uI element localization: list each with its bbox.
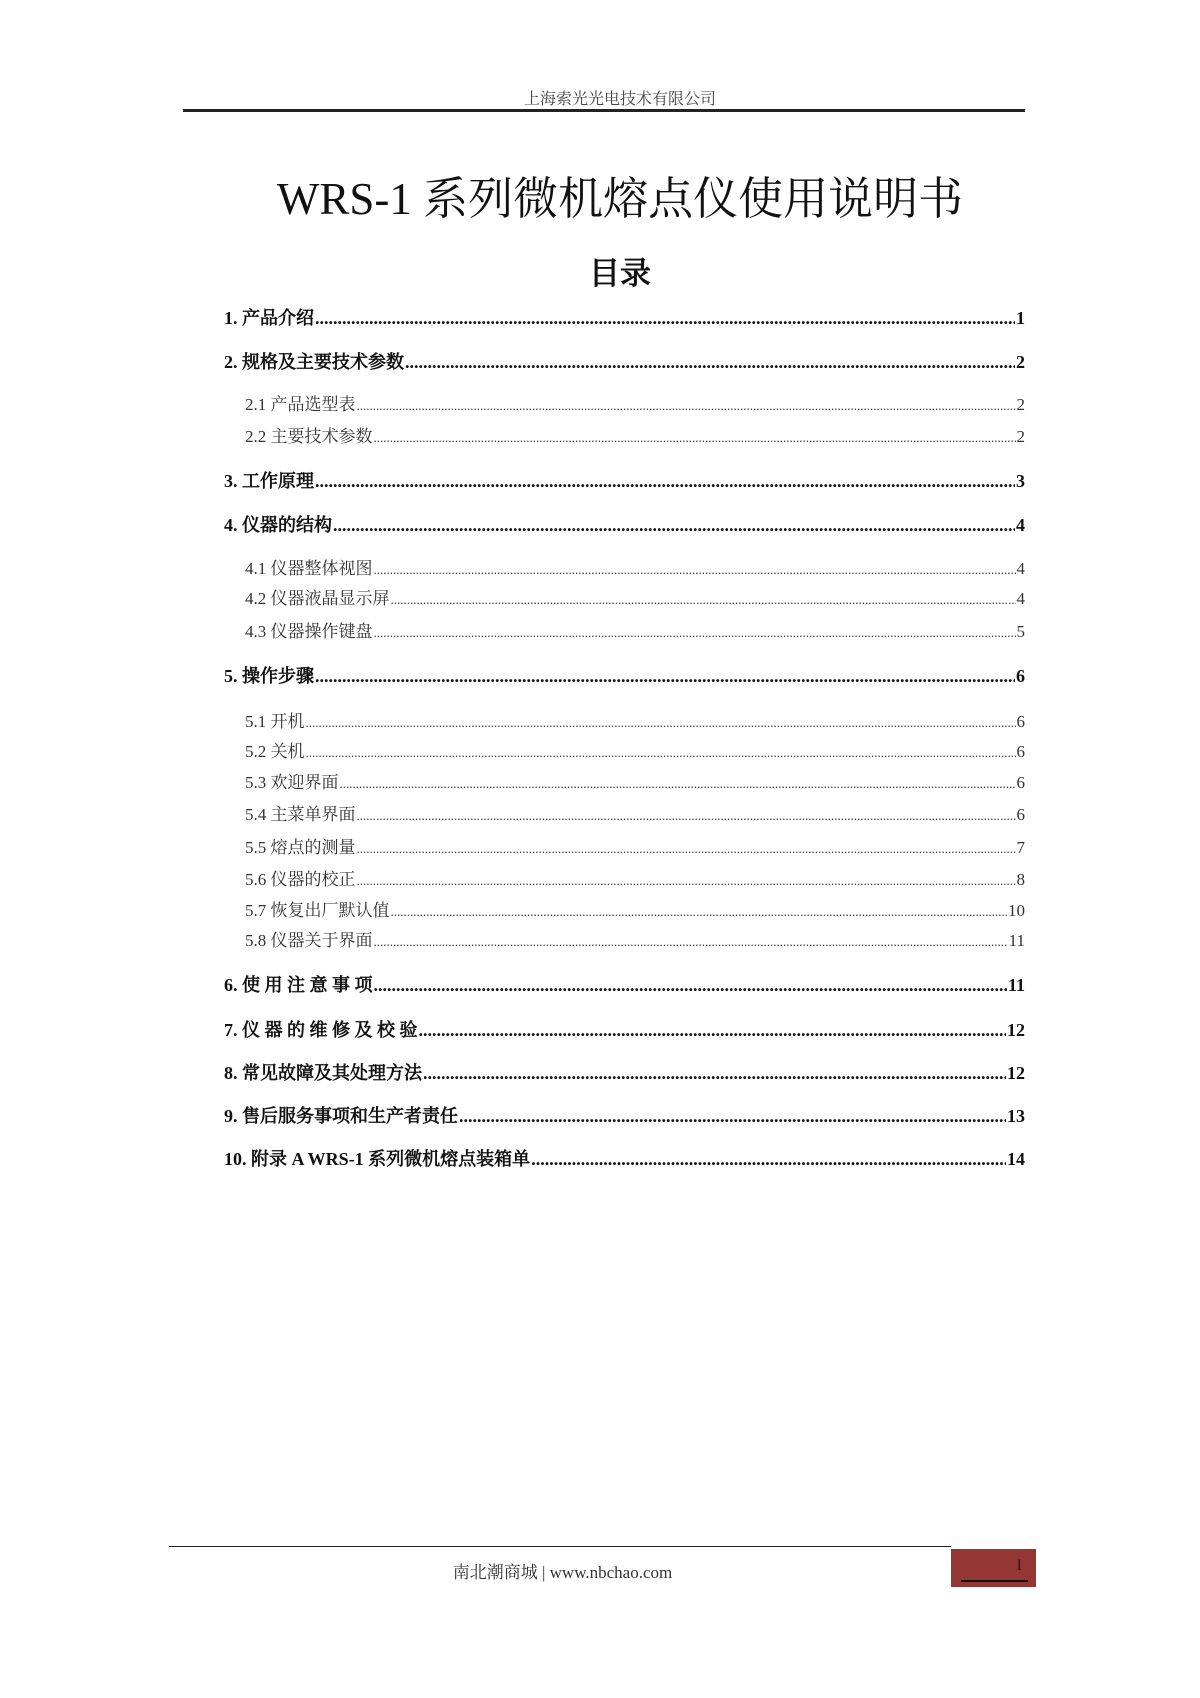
toc-entry-label: 10. 附录 A WRS-1 系列微机熔点装箱单 bbox=[224, 1149, 531, 1169]
toc-entry-label: 4.3 仪器操作键盘 bbox=[245, 622, 373, 641]
toc-entry-label: 2.1 产品选型表 bbox=[245, 395, 356, 414]
running-header: 上海索光光电技术有限公司 bbox=[523, 91, 716, 108]
dot-leader bbox=[423, 1063, 1006, 1084]
toc-entry[interactable] bbox=[224, 662, 1025, 686]
toc-entry-page: 6 bbox=[1016, 773, 1025, 792]
toc-entry-page: 11 bbox=[1007, 975, 1025, 995]
dot-leader bbox=[405, 352, 1015, 373]
page-number-box bbox=[951, 1549, 1036, 1587]
toc-entry[interactable] bbox=[245, 584, 1025, 608]
toc-entry[interactable] bbox=[224, 1145, 1025, 1169]
dot-leader bbox=[391, 589, 1016, 609]
footer-rule bbox=[169, 1546, 951, 1547]
toc-entry[interactable] bbox=[224, 1102, 1025, 1126]
dot-leader bbox=[315, 308, 1015, 329]
dot-leader bbox=[357, 395, 1016, 415]
toc-entry-label: 2. 规格及主要技术参数 bbox=[224, 352, 404, 372]
toc-entry-page: 3 bbox=[1016, 471, 1025, 491]
toc-entry-label: 5.4 主菜单界面 bbox=[245, 805, 356, 824]
toc-entry-label: 5.2 关机 bbox=[245, 742, 305, 761]
toc-entry[interactable] bbox=[245, 422, 1025, 446]
toc-entry[interactable] bbox=[245, 800, 1025, 824]
toc-entry-page: 12 bbox=[1007, 1020, 1025, 1040]
toc-entry[interactable] bbox=[245, 554, 1025, 578]
dot-leader bbox=[333, 515, 1015, 536]
dot-leader bbox=[315, 471, 1015, 492]
dot-leader bbox=[531, 1149, 1006, 1170]
toc-entry[interactable] bbox=[245, 833, 1025, 857]
toc-entry-label: 5. 操作步骤 bbox=[224, 666, 314, 686]
dot-leader bbox=[459, 1106, 1006, 1127]
toc-entry-label: 5.5 熔点的测量 bbox=[245, 838, 356, 857]
toc-entry-page: 6 bbox=[1016, 742, 1025, 761]
toc-entry-page: 11 bbox=[1008, 931, 1025, 950]
toc-entry-page: 14 bbox=[1007, 1149, 1025, 1169]
toc-entry-page: 4 bbox=[1016, 515, 1025, 535]
toc-entry-label: 4. 仪器的结构 bbox=[224, 515, 332, 535]
toc-entry[interactable] bbox=[224, 971, 1025, 995]
dot-leader bbox=[374, 931, 1008, 951]
toc-entry[interactable] bbox=[224, 1016, 1025, 1040]
toc-entry[interactable] bbox=[224, 467, 1025, 491]
toc-entry[interactable] bbox=[245, 926, 1025, 950]
dot-leader bbox=[306, 712, 1016, 732]
page-number-underline bbox=[961, 1580, 1028, 1582]
footer-text: 南北潮商城 | www.nbchao.com bbox=[452, 1563, 673, 1582]
toc-entry-label: 7. 仪 器 的 维 修 及 校 验 bbox=[224, 1020, 418, 1040]
toc-entry[interactable] bbox=[224, 348, 1025, 372]
toc-entry-label: 3. 工作原理 bbox=[224, 471, 314, 491]
toc-entry-label: 2.2 主要技术参数 bbox=[245, 427, 373, 446]
toc-entry-label: 1. 产品介绍 bbox=[224, 308, 314, 328]
dot-leader bbox=[357, 838, 1016, 858]
dot-leader bbox=[419, 1020, 1007, 1041]
page-number: I bbox=[1016, 1557, 1022, 1574]
toc-entry[interactable] bbox=[224, 304, 1025, 328]
toc-entry-page: 5 bbox=[1016, 622, 1025, 641]
toc-entry[interactable] bbox=[245, 707, 1025, 731]
toc-entry-label: 5.7 恢复出厂默认值 bbox=[245, 901, 390, 920]
toc-entry[interactable] bbox=[224, 1059, 1025, 1083]
toc-entry[interactable] bbox=[245, 617, 1025, 641]
dot-leader bbox=[357, 805, 1016, 825]
toc-entry-label: 6. 使 用 注 意 事 项 bbox=[224, 975, 373, 995]
toc-entry-page: 4 bbox=[1016, 559, 1025, 578]
toc-entry-page: 2 bbox=[1016, 427, 1025, 446]
toc-entry-page: 6 bbox=[1016, 805, 1025, 824]
toc-entry-label: 9. 售后服务事项和生产者责任 bbox=[224, 1106, 458, 1126]
dot-leader bbox=[357, 870, 1016, 890]
toc-entry-page: 4 bbox=[1016, 589, 1025, 608]
toc-entry-label: 8. 常见故障及其处理方法 bbox=[224, 1063, 422, 1083]
toc-entry-label: 5.6 仪器的校正 bbox=[245, 870, 356, 889]
header-rule bbox=[183, 109, 1025, 112]
toc-entry-page: 6 bbox=[1016, 666, 1025, 686]
toc-entry[interactable] bbox=[245, 768, 1025, 792]
dot-leader bbox=[374, 975, 1007, 996]
dot-leader bbox=[306, 742, 1016, 762]
toc-entry-page: 2 bbox=[1016, 352, 1025, 372]
dot-leader bbox=[374, 427, 1016, 447]
toc-entry-page: 10 bbox=[1008, 901, 1025, 920]
toc-entry-page: 6 bbox=[1016, 712, 1025, 731]
toc-entry[interactable] bbox=[245, 737, 1025, 761]
dot-leader bbox=[374, 622, 1016, 642]
toc-entry-page: 7 bbox=[1016, 838, 1025, 857]
toc-entry[interactable] bbox=[245, 390, 1025, 414]
toc-entry-label: 5.3 欢迎界面 bbox=[245, 773, 339, 792]
dot-leader bbox=[374, 559, 1016, 579]
dot-leader bbox=[340, 773, 1016, 793]
toc-entry[interactable] bbox=[224, 511, 1025, 535]
toc-entry-label: 5.1 开机 bbox=[245, 712, 305, 731]
toc-entry-page: 2 bbox=[1016, 395, 1025, 414]
toc-entry-label: 4.2 仪器液晶显示屏 bbox=[245, 589, 390, 608]
toc-entry[interactable] bbox=[245, 896, 1025, 920]
toc-entry-page: 1 bbox=[1016, 308, 1025, 328]
toc-entry-page: 13 bbox=[1007, 1106, 1025, 1126]
toc-entry-page: 12 bbox=[1007, 1063, 1025, 1083]
toc-heading: 目录 bbox=[589, 256, 651, 291]
toc-entry-label: 5.8 仪器关于界面 bbox=[245, 931, 373, 950]
toc-entry-page: 8 bbox=[1016, 870, 1025, 889]
toc-entry-label: 4.1 仪器整体视图 bbox=[245, 559, 373, 578]
dot-leader bbox=[391, 901, 1008, 921]
dot-leader bbox=[315, 666, 1015, 687]
document-title: WRS-1 系列微机熔点仪使用说明书 bbox=[276, 174, 964, 224]
toc-entry[interactable] bbox=[245, 865, 1025, 889]
